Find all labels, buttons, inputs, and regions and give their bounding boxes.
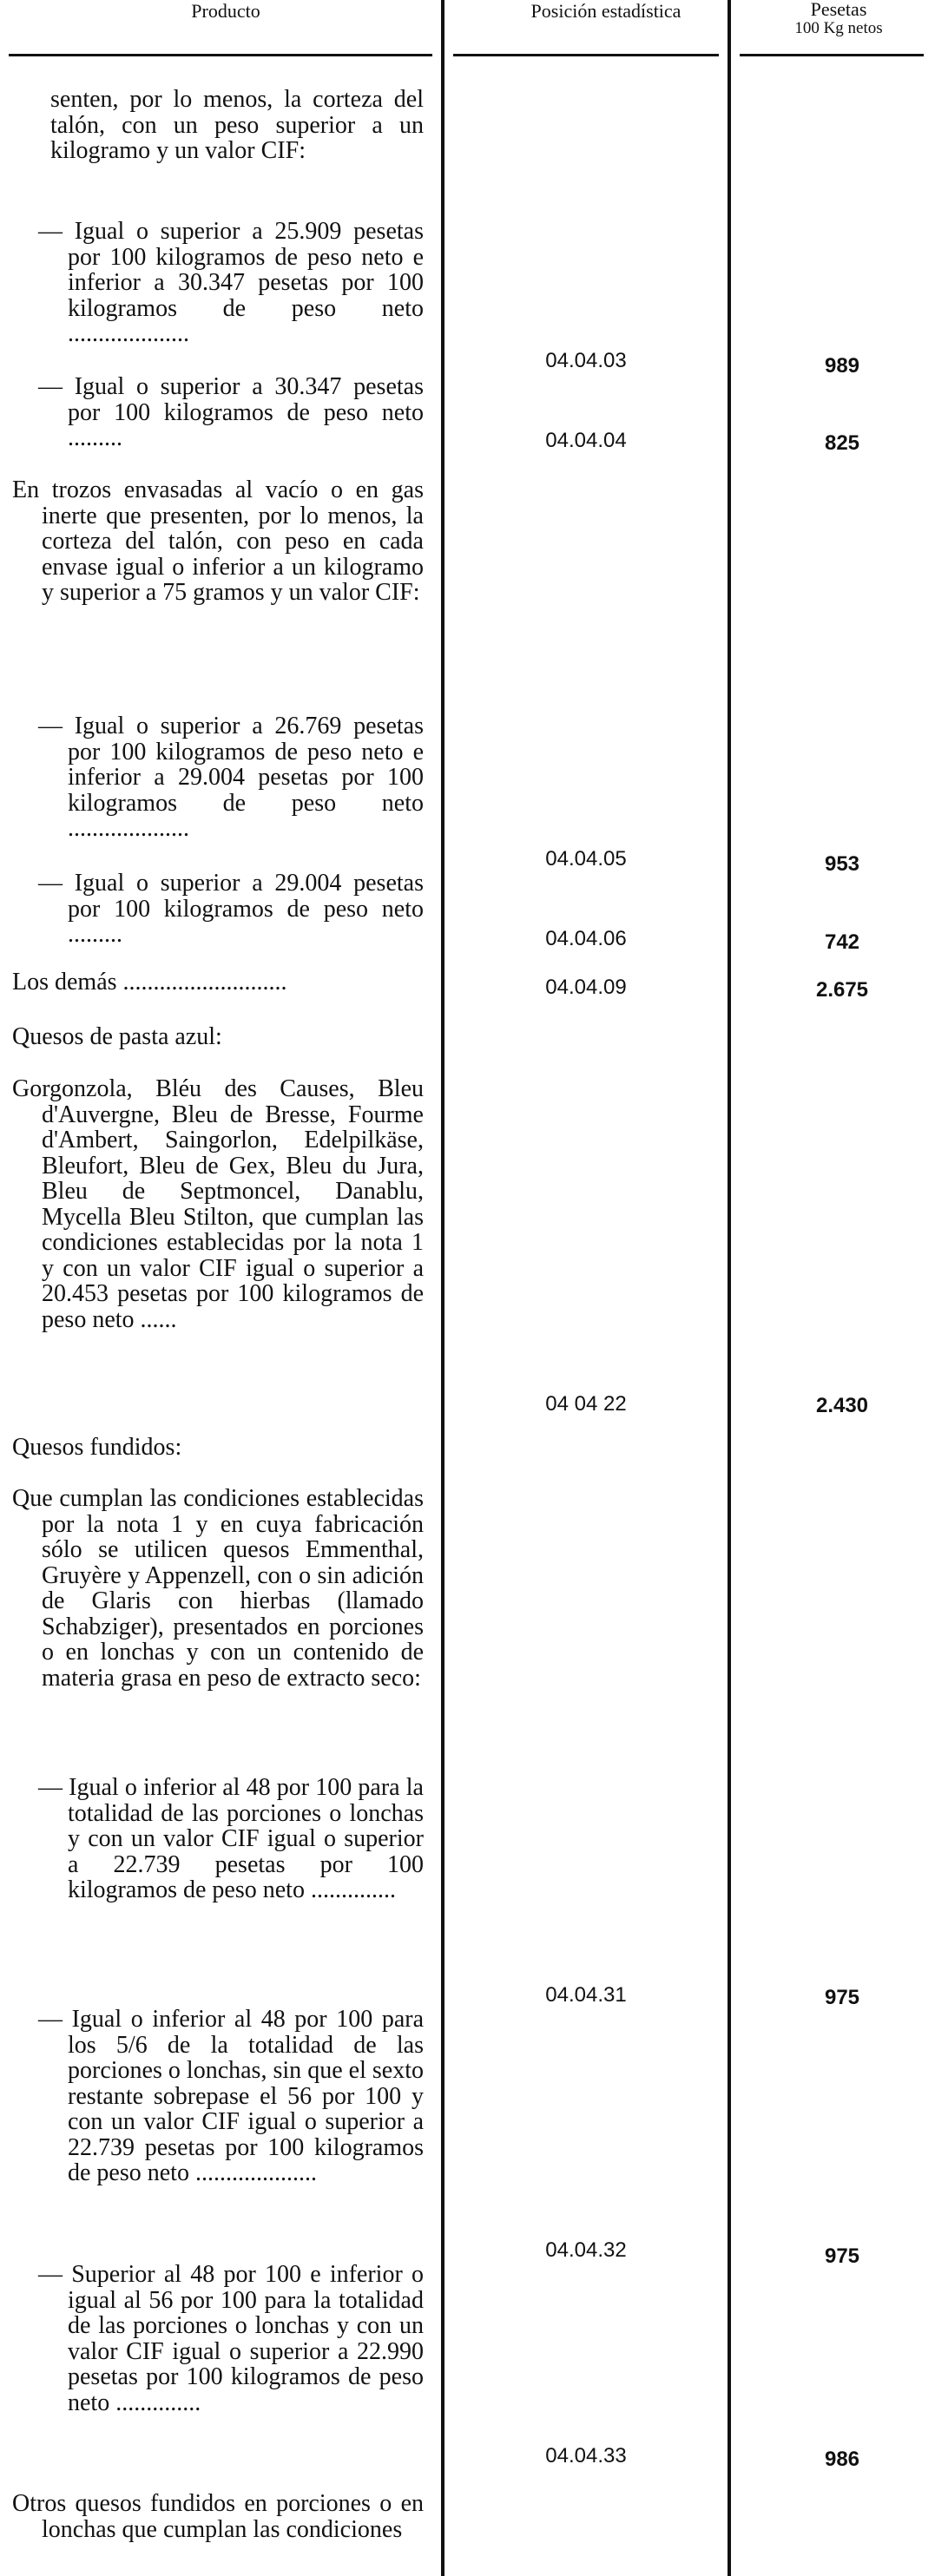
row-value: 989 (824, 354, 860, 378)
row-code: 04.04.04 (545, 429, 627, 452)
section-text-fundidos: Que cumplan las condiciones establecidas por la nota 1 y en cuya fabricación sólo se utilicen quesos Emmenthal, Gruyère y Appenzell, con o sin adición de Glaris con hierbas (llamado Schabziger), presentados en porciones o en lonchas y con un contenido de materia grasa en peso de extracto seco: (12, 1485, 424, 1692)
row-value: 975 (824, 1986, 860, 2009)
row-text: — Igual o superior a 25.909 pesetas por 100 kilogramos de peso neto e inferior a 30.347 pesetas por 100 kilogramos de peso neto .................... (38, 218, 424, 347)
row-code: 04.04.03 (545, 349, 627, 372)
row-value: 975 (824, 2244, 860, 2268)
row-value: 742 (824, 930, 860, 954)
column-divider-2 (728, 0, 731, 2576)
row-text: — Igual o inferior al 48 por 100 para los 5/6 de la totalidad de las porciones o lonchas, sin que el sexto restante sobrepase el 56 por 100 y con un valor CIF igual o superior a 22.739 pesetas por 100 kilogramos de peso neto .................... (38, 2006, 424, 2186)
section-trozos: En trozos envasadas al vacío o en gas inerte que presenten, por lo menos, la corteza del talón, con peso en cada envase igual o inferior a un kilogramo y superior a 75 gramos y un valor CIF: (12, 476, 424, 606)
header-rule-position (453, 54, 719, 56)
row-code: 04.04.09 (545, 976, 627, 999)
row-value: 986 (824, 2448, 860, 2471)
row-code: 04.04.32 (545, 2238, 627, 2262)
header-position: Posición estadística (530, 0, 681, 22)
row-text-demas: Los demás ........................... (12, 969, 287, 996)
row-value: 2.430 (815, 1394, 869, 1417)
row-value: 953 (824, 852, 860, 876)
section-text-azul: Gorgonzola, Bléu des Causes, Bleu d'Auvergne, Bleu de Bresse, Fourme d'Ambert, Saingorlon, Edelpilkäse, Bleufort, Bleu de Gex, Bleu du Jura, Bleu de Septmoncel, Danablu, Mycella Bleu Stilton, que cumplan las condiciones establecidas por la nota 1 y con un valor CIF igual o superior a 20.453 pesetas por 100 kilogramos de peso neto ...... (12, 1075, 424, 1333)
row-code: 04.04.06 (545, 927, 627, 950)
header-pesetas-unit: 100 Kg netos (794, 19, 883, 37)
row-value: 2.675 (815, 978, 869, 1002)
row-text: — Igual o superior a 30.347 pesetas por 100 kilogramos de peso neto ......... (38, 373, 424, 451)
header-rule-pesetas (740, 54, 924, 56)
section-heading-azul: Quesos de pasta azul: (12, 1023, 222, 1050)
section-text-otros: Otros quesos fundidos en porciones o en lonchas que cumplan las condiciones (12, 2490, 424, 2543)
row-text: — Igual o inferior al 48 por 100 para la totalidad de las porciones o lonchas y con un valor CIF igual o superior a 22.739 pesetas por 100 kilogramos de peso neto .............. (38, 1774, 424, 1903)
header-rule-product (9, 54, 432, 56)
header-product: Producto (191, 0, 260, 22)
row-text: — Igual o superior a 29.004 pesetas por 100 kilogramos de peso neto ......... (38, 870, 424, 948)
row-text: — Superior al 48 por 100 e inferior o igual al 56 por 100 para la totalidad de las porciones o lonchas y con un valor CIF igual o superior a 22.990 pesetas por 100 kilogramos de peso neto .............. (38, 2261, 424, 2416)
row-code: 04 04 22 (545, 1392, 627, 1416)
column-divider-1 (441, 0, 444, 2576)
header-pesetas (742, 0, 935, 38)
row-code: 04.04.05 (545, 847, 627, 871)
row-value: 825 (824, 431, 860, 455)
row-code: 04.04.33 (545, 2444, 627, 2468)
row-code: 04.04.31 (545, 1983, 627, 2007)
section-heading-fundidos: Quesos fundidos: (12, 1434, 182, 1461)
intro-text: senten, por lo menos, la corteza del talón, con un peso superior a un kilogramo y un valor CIF: (50, 86, 424, 164)
row-text: — Igual o superior a 26.769 pesetas por 100 kilogramos de peso neto e inferior a 29.004 pesetas por 100 kilogramos de peso neto .................... (38, 713, 424, 842)
header-pesetas-label: Pesetas (810, 0, 867, 20)
